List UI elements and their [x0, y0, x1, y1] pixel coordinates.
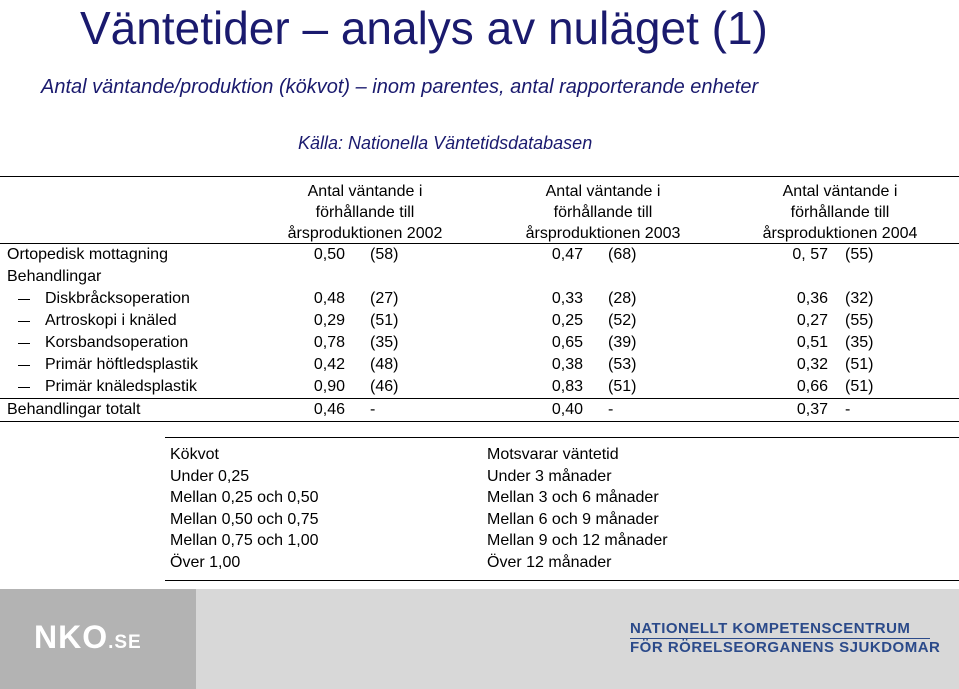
organization-name: NATIONELLT KOMPETENSCENTRUM FÖR RÖRELSEORGANENS SJUKDOMAR [630, 620, 941, 656]
dash-bullet [18, 321, 30, 322]
legend-item: Över 12 månader [487, 553, 612, 571]
legend-item: Mellan 0,50 och 0,75 [170, 510, 319, 528]
column-header-2002: Antal väntande i förhållande till årsproduktionen 2002 [287, 183, 443, 242]
reporting-units-count: (51) [845, 378, 874, 395]
table-row [0, 288, 959, 310]
footer-banner [0, 589, 959, 689]
queue-ratio-value: 0,29 [313, 312, 345, 329]
queue-ratio-value: 0,65 [551, 334, 583, 351]
legend-item: Mellan 6 och 9 månader [487, 510, 659, 528]
row-label: Primär knäledsplastik [45, 378, 198, 395]
dash-bullet [18, 299, 30, 300]
queue-ratio-value: 0,50 [313, 246, 345, 263]
reporting-units-count: (58) [370, 246, 399, 263]
queue-ratio-value: 0,27 [796, 312, 828, 329]
footer-logo-panel [0, 589, 196, 689]
queue-ratio-value: 0,38 [551, 356, 583, 373]
legend-item: Under 0,25 [170, 467, 250, 485]
queue-ratio-value: 0,42 [313, 356, 345, 373]
queue-ratio-value: 0,40 [551, 401, 583, 418]
reporting-units-count: - [608, 401, 614, 418]
waiting-time-table [0, 176, 959, 422]
dash-bullet [18, 365, 30, 366]
reporting-units-count: (52) [608, 312, 637, 329]
queue-ratio-value: 0,83 [551, 378, 583, 395]
legend-item: Mellan 0,25 och 0,50 [170, 489, 319, 506]
queue-ratio-value: 0,78 [313, 334, 345, 351]
reporting-units-count: (51) [370, 312, 399, 329]
queue-ratio-value: 0,51 [796, 334, 828, 351]
legend-kokvot-column [170, 444, 319, 573]
row-label: Behandlingar [7, 268, 102, 285]
reporting-units-count: (48) [370, 356, 399, 373]
queue-ratio-value: 0,36 [796, 290, 828, 307]
table-row [0, 310, 959, 332]
reporting-units-count: (35) [370, 334, 399, 351]
reporting-units-count: (68) [608, 246, 637, 263]
reporting-units-count: (39) [608, 334, 637, 351]
reporting-units-count: (46) [370, 378, 399, 395]
queue-ratio-value: 0,46 [313, 401, 345, 418]
reporting-units-count: (28) [608, 290, 637, 307]
nko-logo: NKO.SE [34, 619, 142, 655]
reporting-units-count: (32) [845, 290, 874, 307]
subtitle: Antal väntande/produktion (kökvot) – inom parentes, antal rapporterande enheter [41, 76, 759, 98]
legend-item: Motsvarar väntetid [487, 446, 619, 463]
table-body [0, 243, 959, 422]
dash-bullet [18, 387, 30, 388]
table-row [0, 398, 959, 422]
legend-item: Mellan 9 och 12 månader [487, 532, 668, 549]
reporting-units-count: - [845, 401, 851, 418]
table-row [0, 332, 959, 354]
table-row [0, 243, 959, 266]
source-note: Källa: Nationella Väntetidsdatabasen [298, 133, 593, 153]
row-label: Behandlingar totalt [7, 401, 141, 418]
queue-ratio-value: 0,66 [796, 378, 828, 395]
table-row [0, 266, 959, 288]
queue-ratio-value: 0,33 [551, 290, 583, 307]
reporting-units-count: (55) [845, 246, 874, 263]
row-label: Korsbandsoperation [45, 334, 189, 351]
queue-ratio-value: 0, 57 [792, 246, 828, 263]
reporting-units-count: (55) [845, 312, 874, 329]
legend-waittime-column [487, 444, 668, 573]
queue-ratio-value: 0,90 [313, 378, 345, 395]
legend-item: Mellan 3 och 6 månader [487, 489, 659, 506]
row-label: Artroskopi i knäled [45, 312, 177, 329]
legend-item: Mellan 0,75 och 1,00 [170, 532, 319, 549]
row-label: Ortopedisk mottagning [7, 246, 168, 263]
legend-item: Under 3 månader [487, 467, 612, 485]
row-label: Diskbråcksoperation [45, 290, 190, 307]
table-row [0, 354, 959, 376]
legend-item: Kökvot [170, 446, 219, 463]
legend-table [165, 437, 959, 581]
legend-item: Över 1,00 [170, 553, 241, 571]
queue-ratio-value: 0,48 [313, 290, 345, 307]
column-header-2003: Antal väntande i förhållande till årsproduktionen 2003 [525, 183, 681, 242]
queue-ratio-value: 0,37 [796, 401, 828, 418]
reporting-units-count: (35) [845, 334, 874, 351]
page-title: Väntetider – analys av nuläget (1) [80, 2, 768, 54]
reporting-units-count: (27) [370, 290, 399, 307]
queue-ratio-value: 0,47 [551, 246, 583, 263]
row-label: Primär höftledsplastik [45, 356, 198, 373]
table-row [0, 376, 959, 398]
reporting-units-count: (51) [608, 378, 637, 395]
table-header [0, 176, 959, 243]
organization-divider [630, 638, 930, 639]
queue-ratio-value: 0,32 [796, 356, 828, 373]
reporting-units-count: - [370, 401, 376, 418]
queue-ratio-value: 0,25 [551, 312, 583, 329]
reporting-units-count: (51) [845, 356, 874, 373]
column-header-2004: Antal väntande i förhållande till årsproduktionen 2004 [762, 183, 918, 242]
dash-bullet [18, 343, 30, 344]
reporting-units-count: (53) [608, 356, 637, 373]
